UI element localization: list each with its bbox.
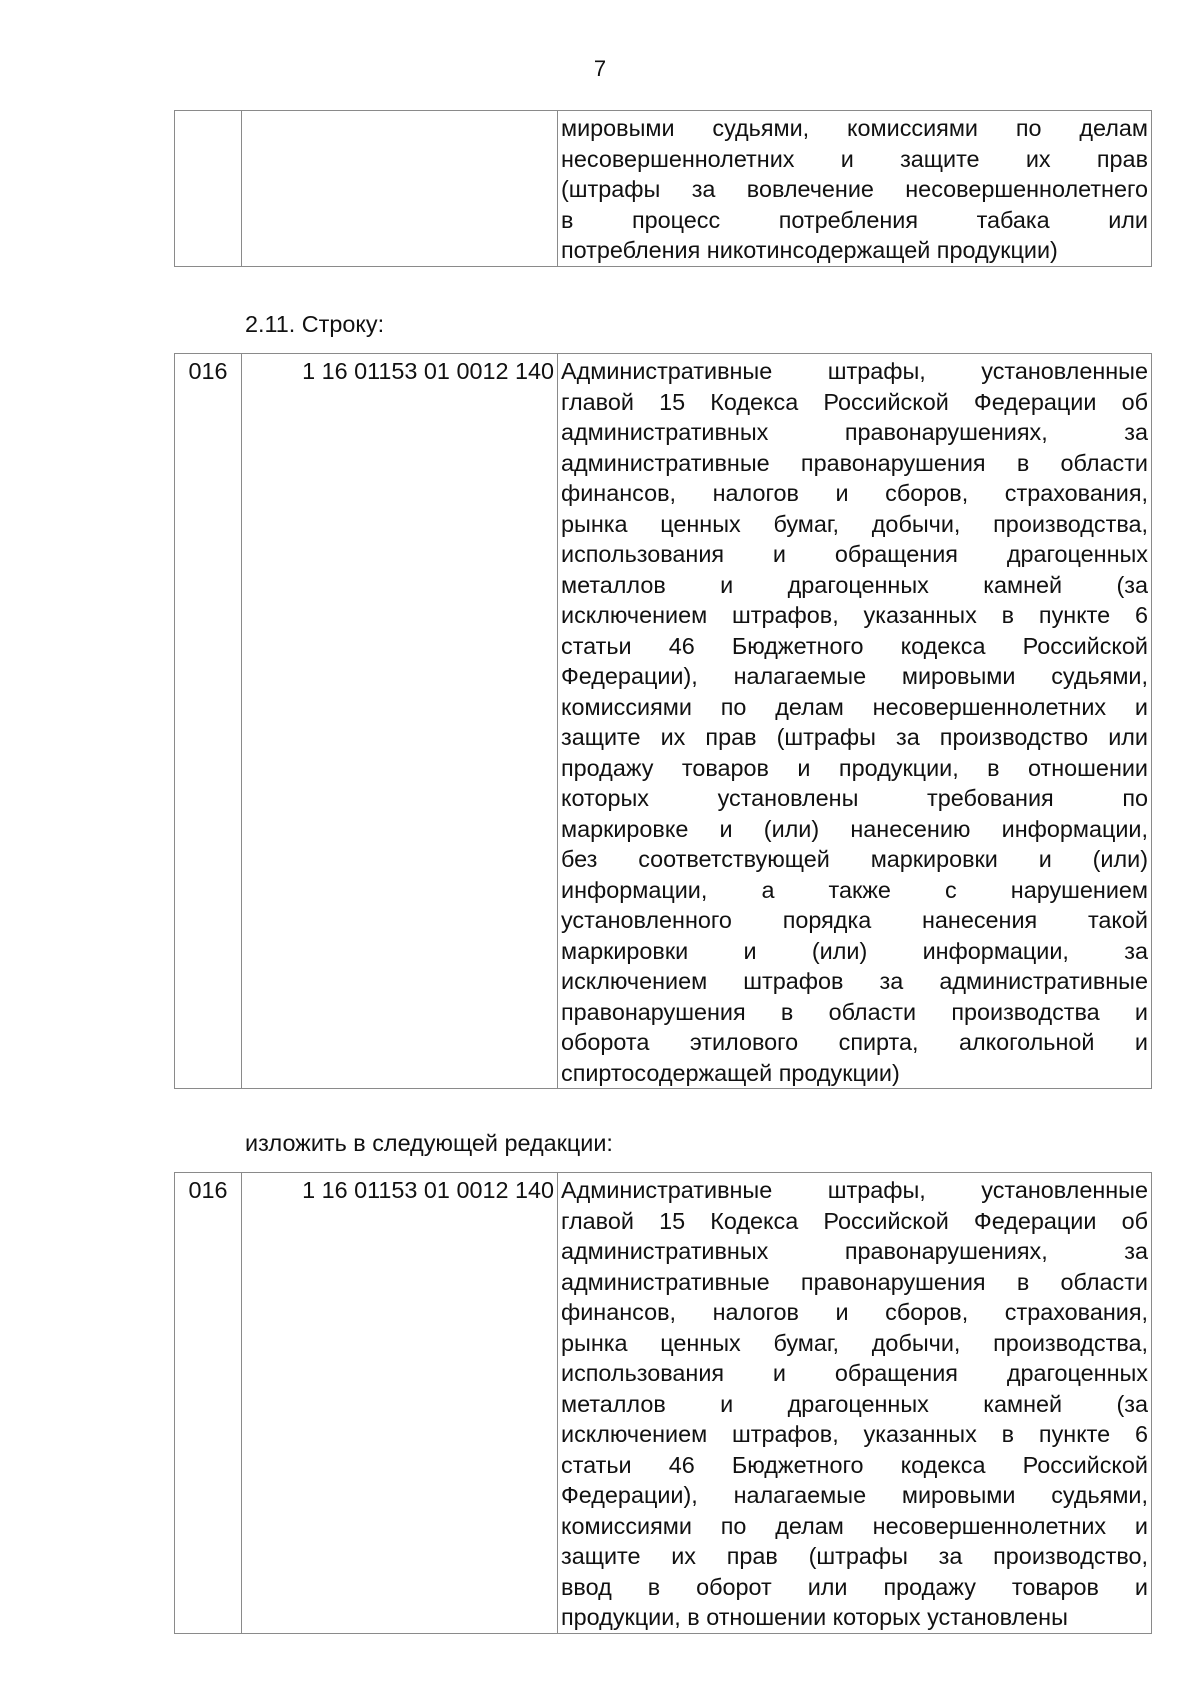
description-line: Федерации), налагаемые мировыми судьями, — [561, 1482, 1148, 1508]
description-line: исключением штрафов, указанных в пункте 6 — [561, 1421, 1148, 1447]
description-line: комиссиями по делам несовершеннолетних и — [561, 693, 1148, 720]
description-line: административные правонарушения в области — [561, 449, 1148, 476]
table-row — [175, 354, 1152, 1089]
description-line: исключением штрафов, указанных в пункте 6 — [561, 602, 1148, 628]
table-row — [175, 1173, 1152, 1634]
description-line: без соответствующей маркировки и (или) — [561, 846, 1148, 872]
description-line: продажу товаров и продукции, в отношении — [561, 754, 1148, 781]
kbk-code-cell — [242, 111, 558, 267]
description-line: рынка ценных бумаг, добычи, производства, — [561, 1329, 1148, 1356]
page-number: 7 — [593, 56, 607, 81]
description-line: главой 15 Кодекса Российской Федерации об — [561, 1207, 1148, 1234]
description-cell — [558, 354, 1152, 1089]
description-line: исключением штрафов за административные — [561, 968, 1148, 994]
description-line: статьи 46 Бюджетного кодекса Российской — [561, 632, 1148, 659]
table-original-row — [174, 353, 1152, 1089]
description-line: несовершеннолетних и защите их прав — [561, 145, 1148, 172]
description-line: спиртосодержащей продукции) — [561, 1059, 900, 1086]
description-line: продукции, в отношении которых установлены — [561, 1604, 1068, 1630]
description-line: административных правонарушениях, за — [561, 419, 1148, 445]
amendment-instruction: изложить в следующей редакции: — [245, 1130, 613, 1156]
description-line: административные правонарушения в области — [561, 1268, 1148, 1295]
description-line: использования и обращения драгоценных — [561, 541, 1148, 567]
kbk-code-cell: 1 16 01153 01 0012 140 — [242, 354, 558, 1089]
description-line: использования и обращения драгоценных — [561, 1360, 1148, 1386]
admin-code-cell: 016 — [175, 354, 242, 1089]
description-cell — [558, 1173, 1152, 1634]
description-line: ввод в оборот или продажу товаров и — [561, 1573, 1148, 1600]
description-line: Административные штрафы, установленные — [561, 358, 1148, 384]
description-line: правонарушения в области производства и — [561, 998, 1148, 1025]
description-line: в процесс потребления табака или — [561, 206, 1148, 233]
table-new-row — [174, 1172, 1152, 1634]
description-line: металлов и драгоценных камней (за — [561, 571, 1148, 598]
description-line: рынка ценных бумаг, добычи, производства, — [561, 510, 1148, 537]
amendment-heading: 2.11. Строку: — [245, 311, 385, 337]
description-cell — [558, 111, 1152, 267]
description-line: маркировки и (или) информации, за — [561, 937, 1148, 964]
description-line: статьи 46 Бюджетного кодекса Российской — [561, 1451, 1148, 1478]
description-line: защите их прав (штрафы за производство или — [561, 724, 1148, 750]
description-line: Административные штрафы, установленные — [561, 1177, 1148, 1203]
description-line: финансов, налогов и сборов, страхования, — [561, 1299, 1148, 1325]
description-line: (штрафы за вовлечение несовершеннолетнего — [561, 176, 1148, 202]
table-fragment-previous — [174, 110, 1152, 267]
description-line: главой 15 Кодекса Российской Федерации об — [561, 388, 1148, 415]
description-line: маркировке и (или) нанесению информации, — [561, 815, 1148, 842]
description-line: защите их прав (штрафы за производство, — [561, 1543, 1148, 1569]
description-line: мировыми судьями, комиссиями по делам — [561, 115, 1148, 141]
description-line: Федерации), налагаемые мировыми судьями, — [561, 663, 1148, 689]
table-row — [175, 111, 1152, 267]
description-line: потребления никотинсодержащей продукции) — [561, 237, 1058, 263]
description-line: информации, а также с нарушением — [561, 876, 1148, 903]
description-line: которых установлены требования по — [561, 785, 1148, 811]
description-line: металлов и драгоценных камней (за — [561, 1390, 1148, 1417]
description-line: финансов, налогов и сборов, страхования, — [561, 480, 1148, 506]
description-line: оборота этилового спирта, алкогольной и — [561, 1029, 1148, 1055]
description-line: административных правонарушениях, за — [561, 1238, 1148, 1264]
admin-code-cell: 016 — [175, 1173, 242, 1634]
kbk-code-cell: 1 16 01153 01 0012 140 — [242, 1173, 558, 1634]
admin-code-cell — [175, 111, 242, 267]
description-line: комиссиями по делам несовершеннолетних и — [561, 1512, 1148, 1539]
description-line: установленного порядка нанесения такой — [561, 907, 1148, 933]
